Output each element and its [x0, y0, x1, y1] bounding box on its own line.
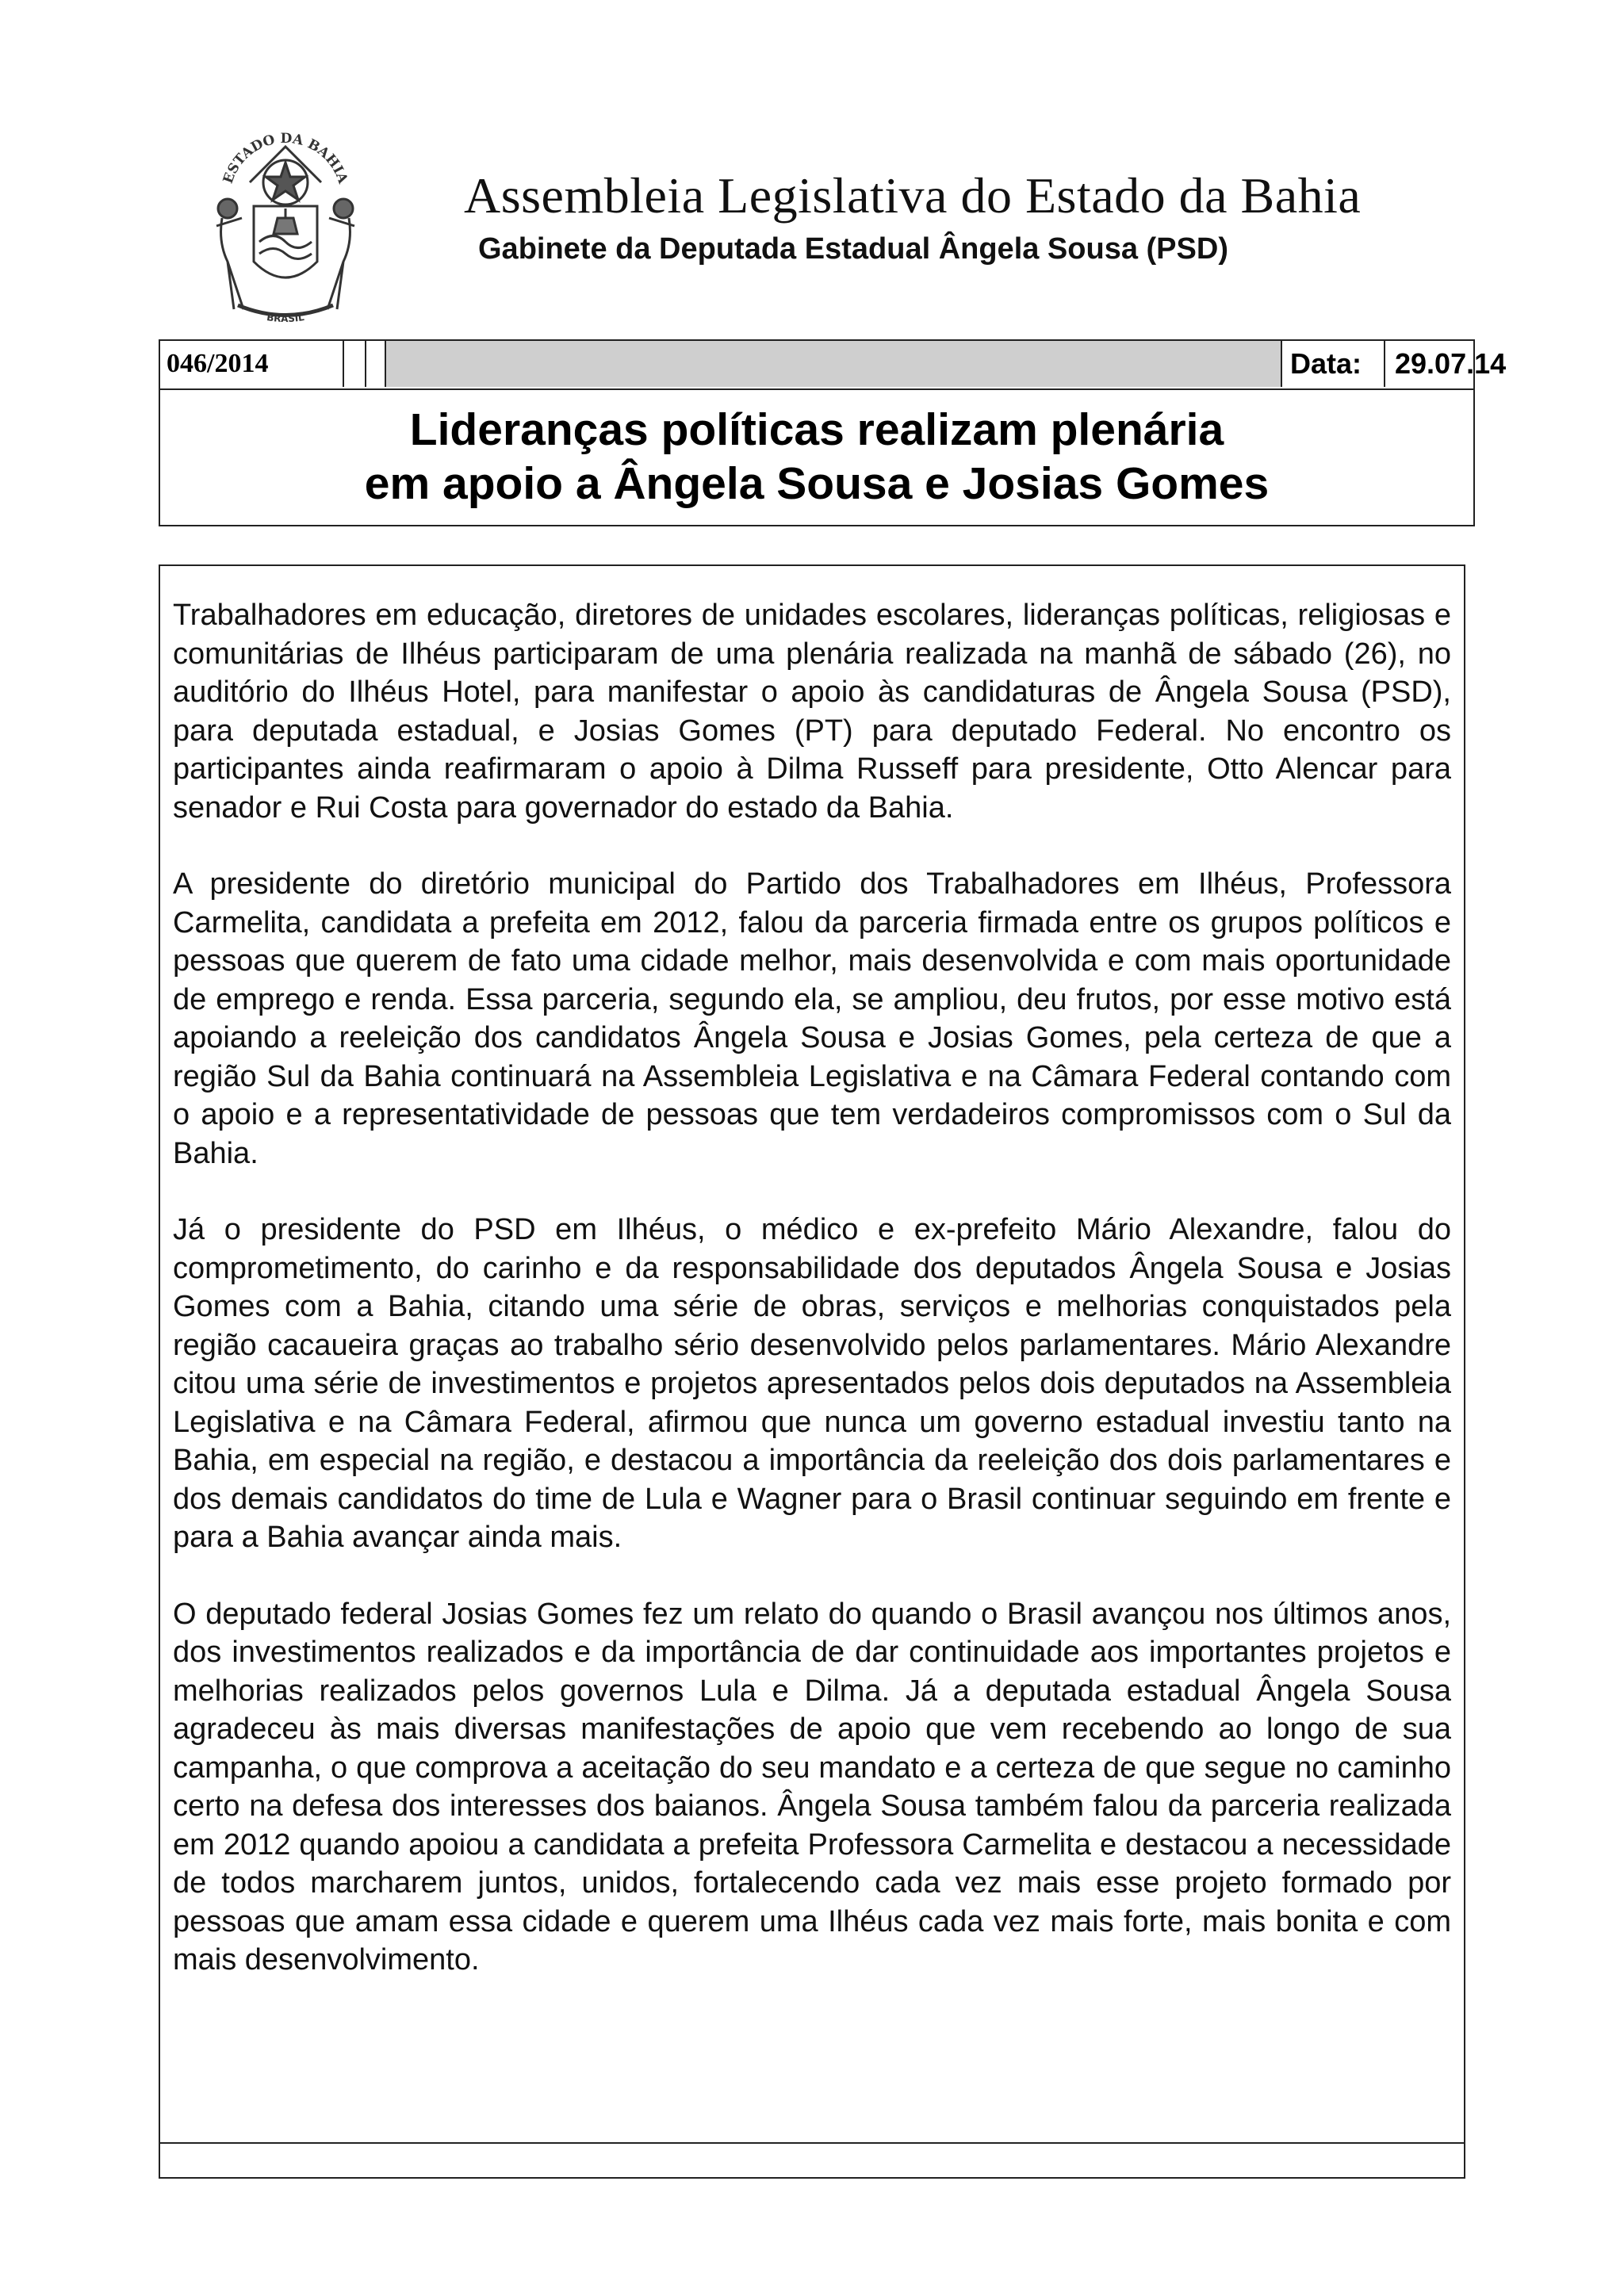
organization-title: Assembleia Legislativa do Estado da Bahia [464, 167, 1362, 224]
shaded-cell [386, 341, 1282, 387]
svg-text:BRASIL [266, 312, 304, 324]
headline [160, 403, 1473, 511]
article-paragraph: Já o presidente do PSD em Ilhéus, o médico e ex-prefeito Mário Alexandre, falou do comprometimento, do carinho e da responsabilidade dos deputados Ângela Sousa e Josias Gomes com a Bahia, citando uma série de obras, serviços e melhorias conquistados pela região cacaueira graças ao trabalho sério desenvolvido pelos parlamentares. Mário Alexandre citou uma série de investimentos e projetos apresentados pelos dois deputados na Assembleia Legislativa e na Câmara Federal, afirmou que nunca um governo estadual investiu tanto na Bahia, em especial na região, e destacou a importância da reeleição dos dois parlamentares e dos demais candidatos do time de Lula e Wagner para o Brasil continuar seguindo em frente e para a Bahia avançar ainda mais. [173, 1213, 1451, 1554]
document-number: 046/2014 [160, 341, 344, 387]
blank-cell [366, 341, 386, 387]
article-body [173, 596, 1451, 2018]
office-subtitle: Gabinete da Deputada Estadual Ângela Sousa (PSD) [478, 232, 1228, 266]
letterhead [194, 123, 1503, 337]
headline-line-2: em apoio a Ângela Sousa e Josias Gomes [364, 458, 1270, 509]
headline-line-1: Lideranças políticas realizam plenária [409, 404, 1224, 455]
article-paragraph: A presidente do diretório municipal do Partido dos Trabalhadores em Ilhéus, Professora Carmelita, candidata a prefeita em 2012, falou da parceria firmada entre os grupos políticos e pessoas que querem de fato uma cidade melhor, mais desenvolvida e com mais oportunidade de emprego e renda. Essa parceria, segundo ela, se ampliou, deu frutos, por esse motivo está apoiando a reeleição dos candidatos Ângela Sousa e Josias Gomes, pela certeza de que a região Sul da Bahia continuará na Assembleia Legislativa e na Câmara Federal contando com o apoio e a representatividade de pessoas que tem verdadeiros compromissos com o Sul da Bahia. [173, 867, 1451, 1170]
seal-text-bottom: BRASIL [266, 312, 305, 325]
document-info-box [159, 339, 1507, 526]
bahia-state-coat-of-arms-icon [194, 123, 377, 329]
seal-text-top: ESTADO DA BAHIA [220, 130, 351, 186]
blank-cell [344, 341, 366, 387]
document-meta-row [160, 341, 1507, 390]
footer-divider [160, 2142, 1464, 2144]
date-label: Data: [1282, 341, 1385, 387]
article-paragraph: O deputado federal Josias Gomes fez um relato do quando o Brasil avançou nos últimos anos, dos investimentos realizados e da importância de dar continuidade aos importantes projetos e melhorias realizados pelos governos Lula e Dilma. Já a deputada estadual Ângela Sousa agradeceu às mais diversas manifestações de apoio que vem recebendo ao longo de sua campanha, o que comprova a aceitação do seu mandato e a certeza de que segue no caminho certo na defesa dos interesses dos baianos. Ângela Sousa também falou da parceria realizada em 2012 quando apoiou a candidata a prefeita Professora Carmelita e destacou a necessidade de todos marcharem juntos, unidos, fortalecendo cada vez mais esse projeto formado por pessoas que amam essa cidade e querem uma Ilhéus cada vez mais forte, mais bonita e com mais desenvolvimento. [173, 1597, 1451, 1976]
article-box [159, 564, 1465, 2179]
article-paragraph: Trabalhadores em educação, diretores de unidades escolares, lideranças políticas, religiosas e comunitárias de Ilhéus participaram de uma plenária realizada na manhã de sábado (26), no auditório do Ilhéus Hotel, para manifestar o apoio às candidaturas de Ângela Sousa (PSD), para deputada estadual, e Josias Gomes (PT) para deputado Federal. No encontro os participantes ainda reafirmaram o apoio à Dilma Russeff para presidente, Otto Alencar para senador e Rui Costa para governador do estado da Bahia. [173, 599, 1451, 825]
document-date: 29.07.14 [1395, 347, 1507, 380]
